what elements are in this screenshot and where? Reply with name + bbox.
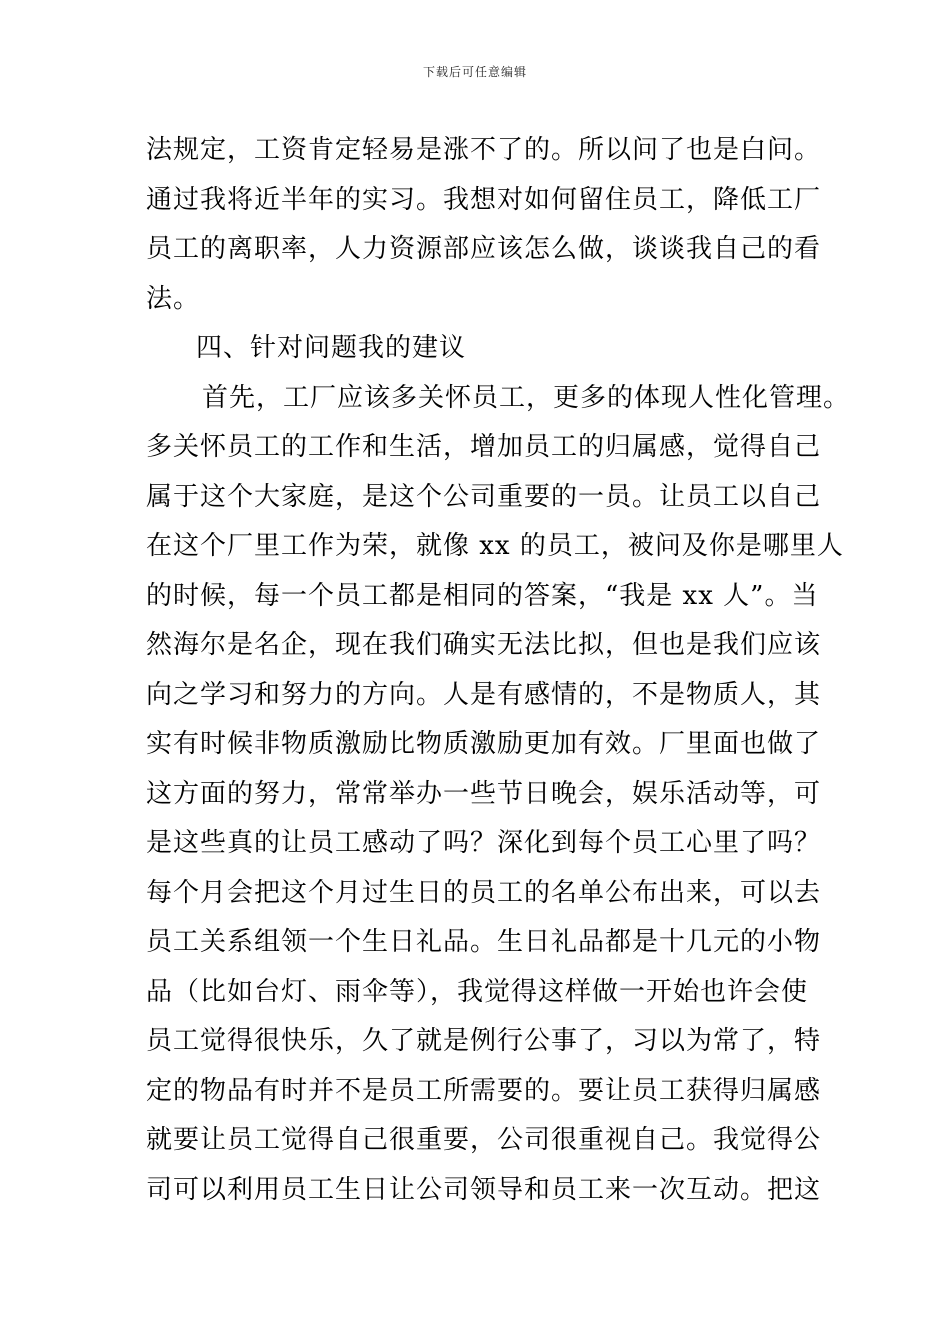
text-line: 员工关系组领一个生日礼品。生日礼品都是十几元的小物 bbox=[146, 927, 822, 957]
text-line: 属于这个大家庭，是这个公司重要的一员。让员工以自己 bbox=[146, 481, 822, 512]
text-line: 是这些真的让员工感动了吗？深化到每个员工心里了吗？ bbox=[146, 828, 822, 858]
text-line: 法。 bbox=[146, 283, 201, 314]
text-line: 多关怀员工的工作和生活，增加员工的归属感，觉得自己 bbox=[146, 432, 822, 462]
paragraph-first-line: 首先，工厂应该多关怀员工，更多的体现人性化管理。 bbox=[202, 382, 851, 413]
text-line: 定的物品有时并不是员工所需要的。要让员工获得归属感 bbox=[146, 1075, 822, 1106]
text-line: 品（比如台灯、雨伞等），我觉得这样做一开始也许会使 bbox=[146, 976, 809, 1007]
text-line: 每个月会把这个月过生日的员工的名单公布出来，可以去 bbox=[146, 877, 822, 908]
text-line: 就要让员工觉得自己很重要，公司很重视自己。我觉得公 bbox=[146, 1125, 822, 1155]
text-line: 实有时候非物质激励比物质激励更加有效。厂里面也做了 bbox=[146, 729, 822, 759]
text-line: 司可以利用员工生日让公司领导和员工来一次互动。把这 bbox=[146, 1174, 822, 1205]
page-header: 下载后可任意编辑 bbox=[422, 65, 527, 79]
text-line: 在这个厂里工作为荣，就像 xx 的员工，被问及你是哪里人 bbox=[146, 531, 844, 561]
section-heading: 四、针对问题我的建议 bbox=[196, 333, 467, 363]
text-line: 这方面的努力，常常举办一些节日晚会，娱乐活动等，可 bbox=[146, 778, 822, 809]
text-line: 然海尔是名企，现在我们确实无法比拟，但也是我们应该 bbox=[146, 630, 822, 660]
text-line: 向之学习和努力的方向。人是有感情的，不是物质人，其 bbox=[146, 679, 822, 710]
text-line: 法规定，工资肯定轻易是涨不了的。所以问了也是白问。 bbox=[146, 135, 822, 165]
text-line: 员工的离职率，人力资源部应该怎么做，谈谈我自己的看 bbox=[146, 234, 822, 264]
document-body bbox=[146, 126, 851, 1215]
text-line: 的时候，每一个员工都是相同的答案，“我是 xx 人”。当 bbox=[146, 580, 819, 611]
text-line: 通过我将近半年的实习。我想对如何留住员工，降低工厂 bbox=[146, 184, 822, 215]
text-line: 员工觉得很快乐，久了就是例行公事了，习以为常了，特 bbox=[146, 1026, 822, 1056]
